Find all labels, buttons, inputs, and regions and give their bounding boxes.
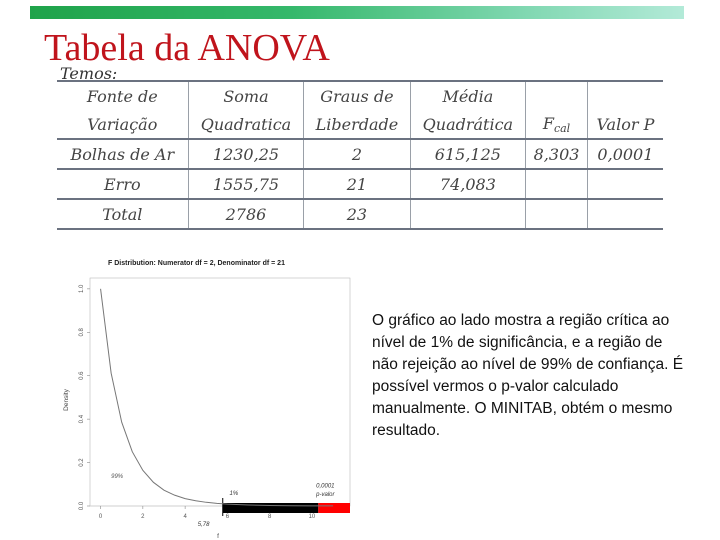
fcal-symbol: F [542,113,554,133]
x-tick-label: 0 [98,514,103,520]
y-tick-label: 0.0 [79,501,85,511]
density-curve [101,289,334,506]
critical-region-bar [318,503,350,513]
x-axis-label: f [217,533,219,540]
table-cell [526,169,588,199]
x-tick-label: 2 [141,514,145,520]
y-tick-label: 0.6 [79,371,85,380]
table-cell: 23 [304,199,410,229]
critical-value-label: 5,78 [197,522,210,528]
header-cell: Graus de [304,81,410,110]
x-tick-label: 10 [308,514,316,520]
header-cell: Variação [57,110,188,139]
plot-area [79,278,350,520]
table-cell [587,199,663,229]
header-cell: Fonte de [57,81,188,110]
chart-title: F Distribution: Numerator df = 2, Denominator df = 21 [108,260,285,267]
table-cell [587,169,663,199]
table-cell: 0,0001 [587,139,663,169]
header-cell [526,81,588,110]
page-title: Tabela da ANOVA [44,27,330,69]
table-header-row [57,110,663,139]
anova-table [57,80,663,230]
y-tick-label: 1.0 [79,284,85,294]
header-cell: Quadratica [188,110,304,139]
x-tick-label: 4 [183,514,187,520]
table-cell: 1230,25 [188,139,304,169]
table-cell [526,199,588,229]
header-cell: Valor P [587,110,663,139]
table-cell: Total [57,199,188,229]
table-cell: 21 [304,169,410,199]
table-cell: 1555,75 [188,169,304,199]
header-cell: Média [410,81,526,110]
table-cell: 8,303 [526,139,588,169]
y-tick-label: 0.8 [79,328,85,337]
table-cell: Bolhas de Ar [57,139,188,169]
table-row [57,139,663,169]
table-cell: 2786 [188,199,304,229]
header-cell: Soma [188,81,304,110]
pvalue-label: p-valor [316,492,335,499]
x-tick-label: 6 [225,514,230,520]
y-tick-label: 0.2 [79,458,85,467]
table-intro-label: Temos: [60,64,118,83]
critical-percent-label: 1% [229,491,239,498]
table-cell: 74,083 [410,169,526,199]
f-distribution-chart [58,250,358,540]
plot-frame [90,278,350,506]
x-tick-label: 8 [268,514,272,520]
y-axis-label: Density [63,389,70,411]
acceptance-percent-label: 99% [111,473,124,480]
fcal-subscript: cal [553,121,571,135]
y-tick-label: 0.4 [79,414,85,424]
title-accent-bar [30,6,684,19]
table-cell [410,199,526,229]
header-cell: Liberdade [304,110,410,139]
table-cell: 2 [304,139,410,169]
header-cell: Quadrática [410,110,526,139]
header-cell [587,81,663,110]
table-row [57,199,663,229]
table-row [57,169,663,199]
chart-description: O gráfico ao lado mostra a região crítica ao nível de 1% de significância, e a região de não rejeição ao nível de 99% de confiança. É possível vermos o p-valor calculado manualmente. O MINITAB, obtém o mesmo resultado. [372,312,684,439]
table-cell: Erro [57,169,188,199]
table-cell: 615,125 [410,139,526,169]
pvalue-value-label: 0,0001 [316,483,335,490]
table-header-row [57,81,663,110]
header-cell [526,110,588,139]
